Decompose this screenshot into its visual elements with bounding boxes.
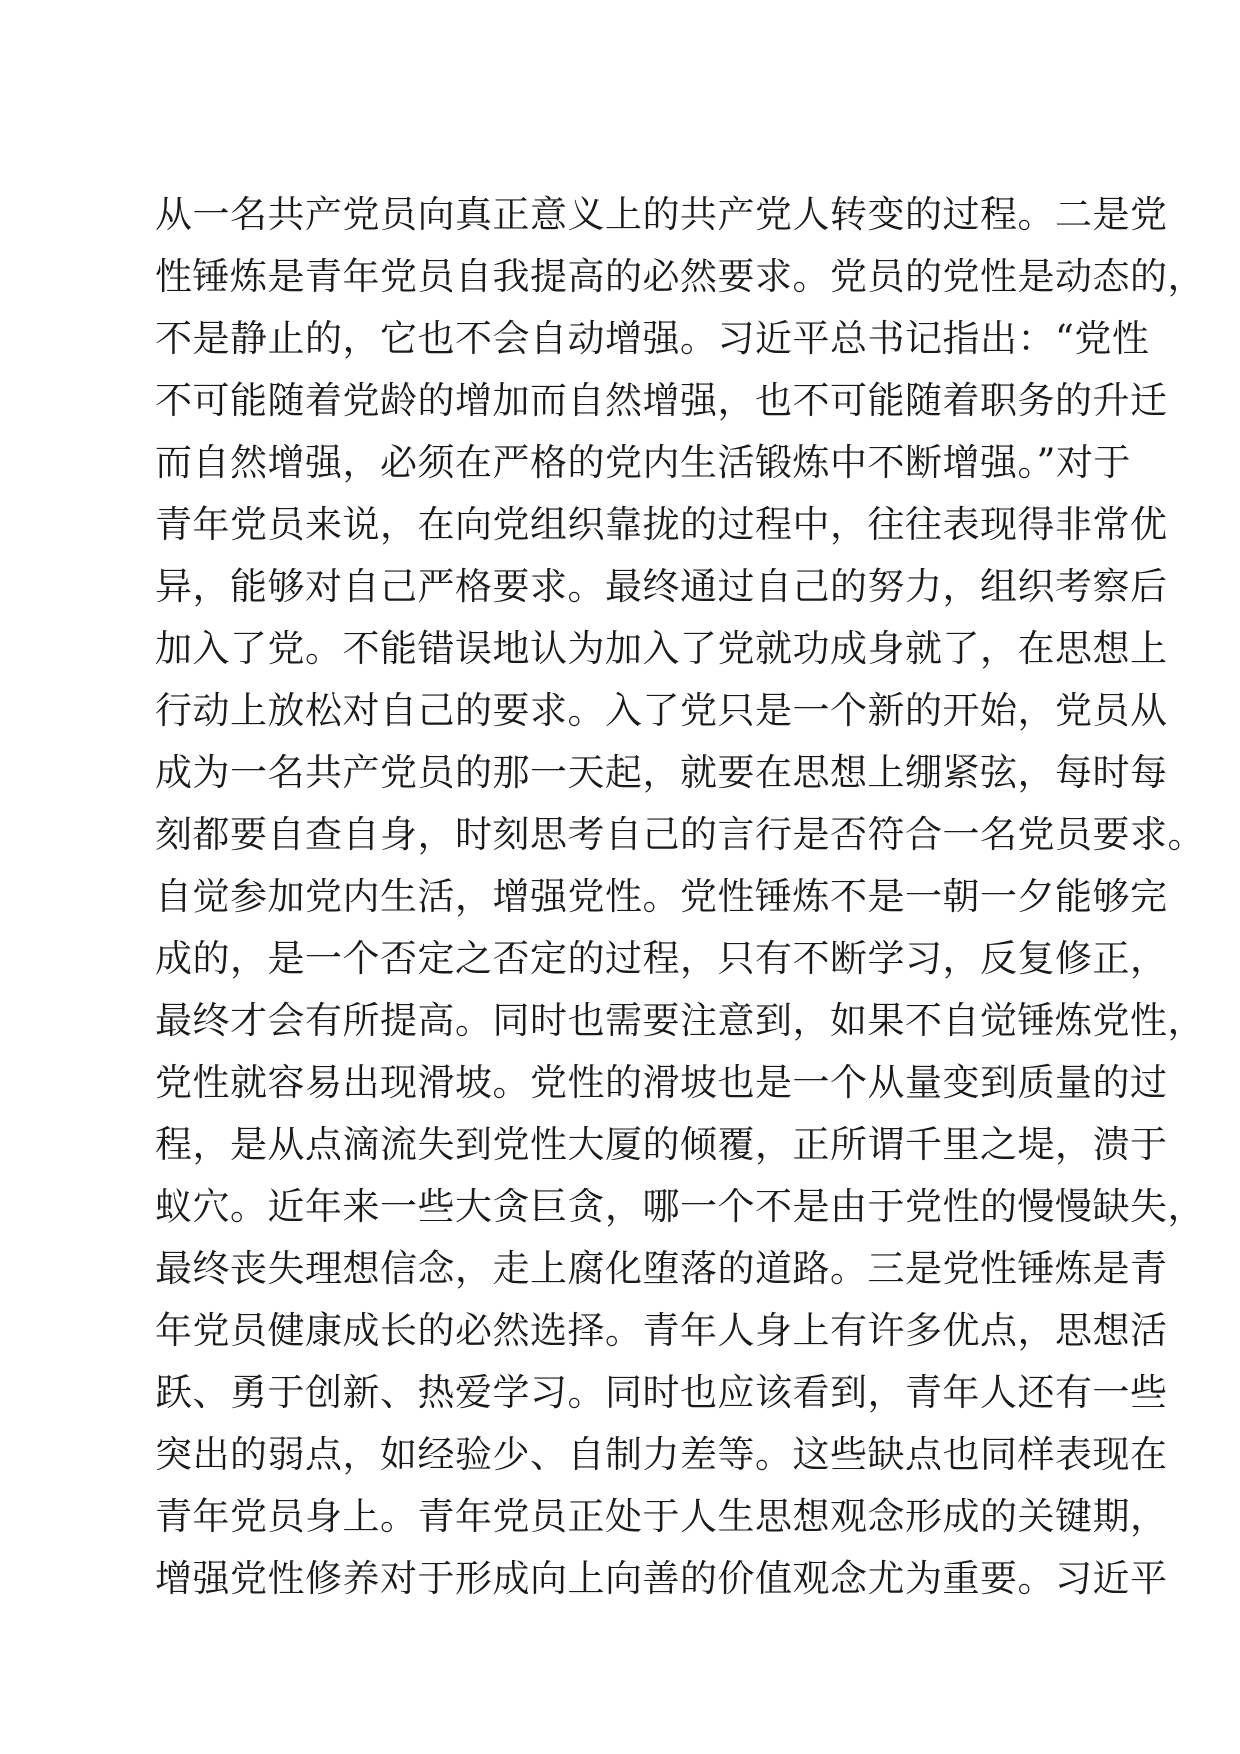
text-line: 青年党员来说，在向党组织靠拢的过程中，往往表现得非常优	[155, 503, 1168, 546]
body-paragraph	[155, 184, 1205, 1610]
text-line: 行动上放松对自己的要求。入了党只是一个新的开始，党员从	[155, 689, 1168, 732]
text-line: 成的，是一个否定之否定的过程，只有不断学习，反复修正，	[155, 937, 1168, 980]
text-line: 从一名共产党员向真正意义上的共产党人转变的过程。二是党	[155, 193, 1168, 236]
text-line: 性锤炼是青年党员自我提高的必然要求。党员的党性是动态的，	[155, 255, 1205, 298]
text-line: 党性就容易出现滑坡。党性的滑坡也是一个从量变到质量的过	[155, 1061, 1168, 1104]
text-line: 不可能随着党龄的增加而自然增强，也不可能随着职务的升迁	[155, 379, 1168, 422]
text-line: 最终才会有所提高。同时也需要注意到，如果不自觉锤炼党性，	[155, 999, 1205, 1042]
text-line: 异，能够对自己严格要求。最终通过自己的努力，组织考察后	[155, 565, 1168, 608]
text-line: 刻都要自查自身，时刻思考自己的言行是否符合一名党员要求。	[155, 813, 1205, 856]
text-line: 突出的弱点，如经验少、自制力差等。这些缺点也同样表现在	[155, 1433, 1168, 1476]
text-line: 加入了党。不能错误地认为加入了党就功成身就了，在思想上	[155, 627, 1168, 670]
text-line: 跃、勇于创新、热爱学习。同时也应该看到，青年人还有一些	[155, 1371, 1168, 1414]
text-line: 成为一名共产党员的那一天起，就要在思想上绷紧弦，每时每	[155, 751, 1168, 794]
text-line: 自觉参加党内生活，增强党性。党性锤炼不是一朝一夕能够完	[155, 875, 1168, 918]
text-line: 年党员健康成长的必然选择。青年人身上有许多优点，思想活	[155, 1309, 1168, 1352]
text-line: 最终丧失理想信念，走上腐化堕落的道路。三是党性锤炼是青	[155, 1247, 1168, 1290]
text-line: 程，是从点滴流失到党性大厦的倾覆，正所谓千里之堤，溃于	[155, 1123, 1168, 1166]
text-line: 增强党性修养对于形成向上向善的价值观念尤为重要。习近平	[155, 1557, 1168, 1600]
text-line: 不是静止的，它也不会自动增强。习近平总书记指出：“党性	[155, 317, 1150, 360]
text-line: 蚁穴。近年来一些大贪巨贪，哪一个不是由于党性的慢慢缺失，	[155, 1185, 1205, 1228]
text-line: 青年党员身上。青年党员正处于人生思想观念形成的关键期，	[155, 1495, 1168, 1538]
text-line: 而自然增强，必须在严格的党内生活锻炼中不断增强。”对于	[155, 441, 1131, 484]
